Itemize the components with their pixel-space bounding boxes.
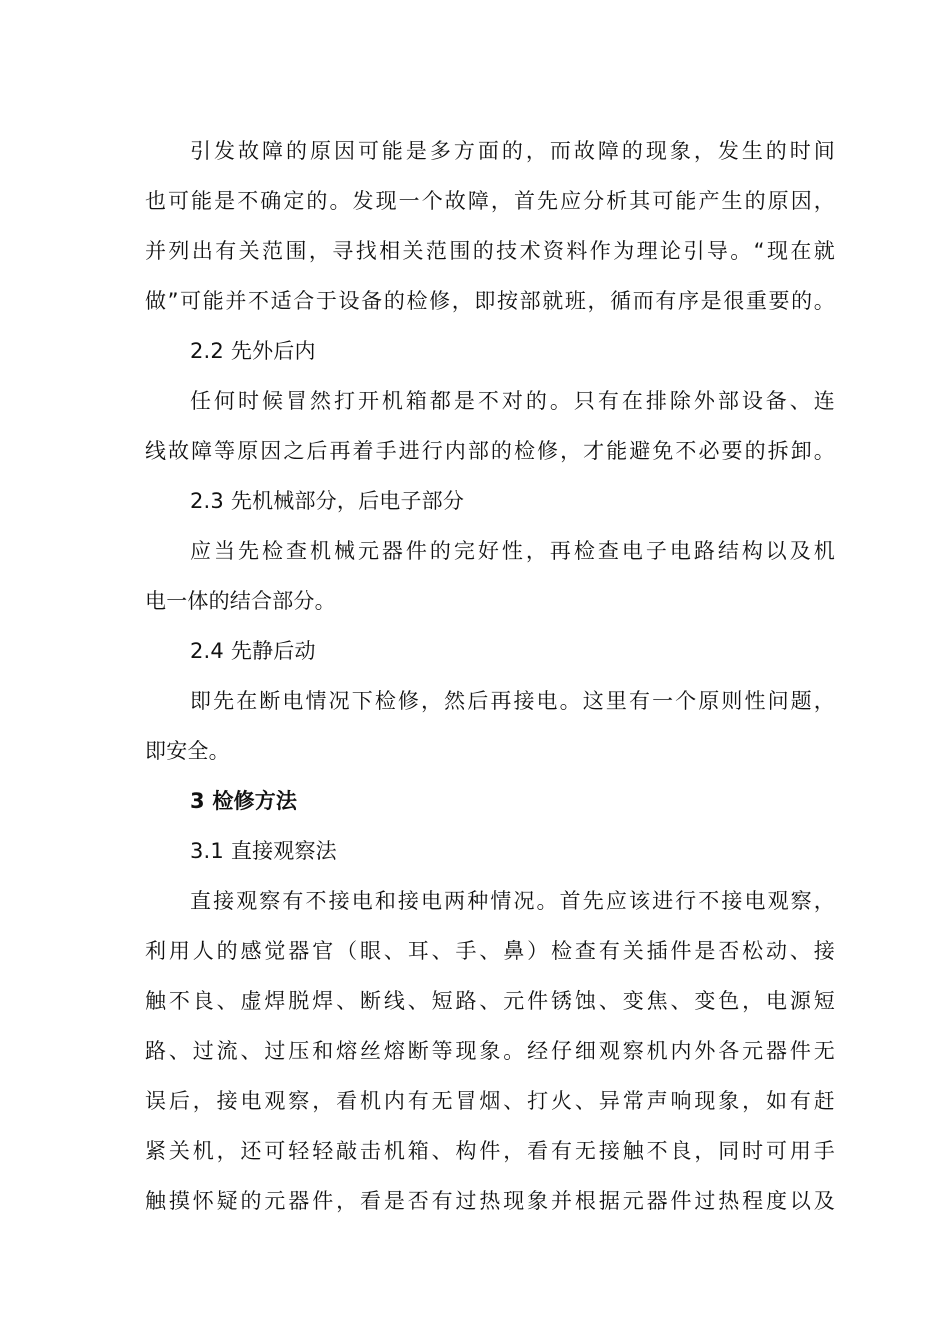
- paragraph-line: 触摸怀疑的元器件，看是否有过热现象并根据元器件过热程度以及: [145, 1189, 835, 1213]
- paragraph-line: 即安全。: [145, 739, 230, 763]
- paragraph-line: 引发故障的原因可能是多方面的，而故障的现象，发生的时间: [190, 139, 835, 163]
- paragraph-line: 线故障等原因之后再着手进行内部的检修，才能避免不必要的拆卸。: [145, 439, 835, 463]
- paragraph-line: 电一体的结合部分。: [145, 589, 336, 613]
- section-heading-2-3: 2.3 先机械部分，后电子部分: [190, 489, 465, 513]
- section-heading-3-1: 3.1 直接观察法: [190, 839, 337, 863]
- paragraph-line: 做”可能并不适合于设备的检修，即按部就班，循而有序是很重要的。: [145, 289, 835, 313]
- paragraph-line: 直接观察有不接电和接电两种情况。首先应该进行不接电观察，: [190, 889, 835, 913]
- paragraph-line: 利用人的感觉器官（眼、耳、手、鼻）检查有关插件是否松动、接: [145, 939, 835, 963]
- paragraph-line: 即先在断电情况下检修，然后再接电。这里有一个原则性问题，: [190, 689, 835, 713]
- paragraph-line: 路、过流、过压和熔丝熔断等现象。经仔细观察机内外各元器件无: [145, 1039, 835, 1063]
- paragraph-line: 应当先检查机械元器件的完好性，再检查电子电路结构以及机: [190, 539, 835, 563]
- paragraph-line: 并列出有关范围，寻找相关范围的技术资料作为理论引导。“现在就: [145, 239, 835, 263]
- paragraph-line: 紧关机，还可轻轻敲击机箱、构件，看有无接触不良，同时可用手: [145, 1139, 835, 1163]
- section-heading-2-4: 2.4 先静后动: [190, 639, 316, 663]
- chapter-heading-3: 3 检修方法: [190, 789, 298, 813]
- section-heading-2-2: 2.2 先外后内: [190, 339, 316, 363]
- paragraph-line: 任何时候冒然打开机箱都是不对的。只有在排除外部设备、连: [190, 389, 835, 413]
- paragraph-line: 误后，接电观察，看机内有无冒烟、打火、异常声响现象，如有赶: [145, 1089, 835, 1113]
- paragraph-line: 触不良、虚焊脱焊、断线、短路、元件锈蚀、变焦、变色，电源短: [145, 989, 835, 1013]
- paragraph-line: 也可能是不确定的。发现一个故障，首先应分析其可能产生的原因，: [145, 189, 835, 213]
